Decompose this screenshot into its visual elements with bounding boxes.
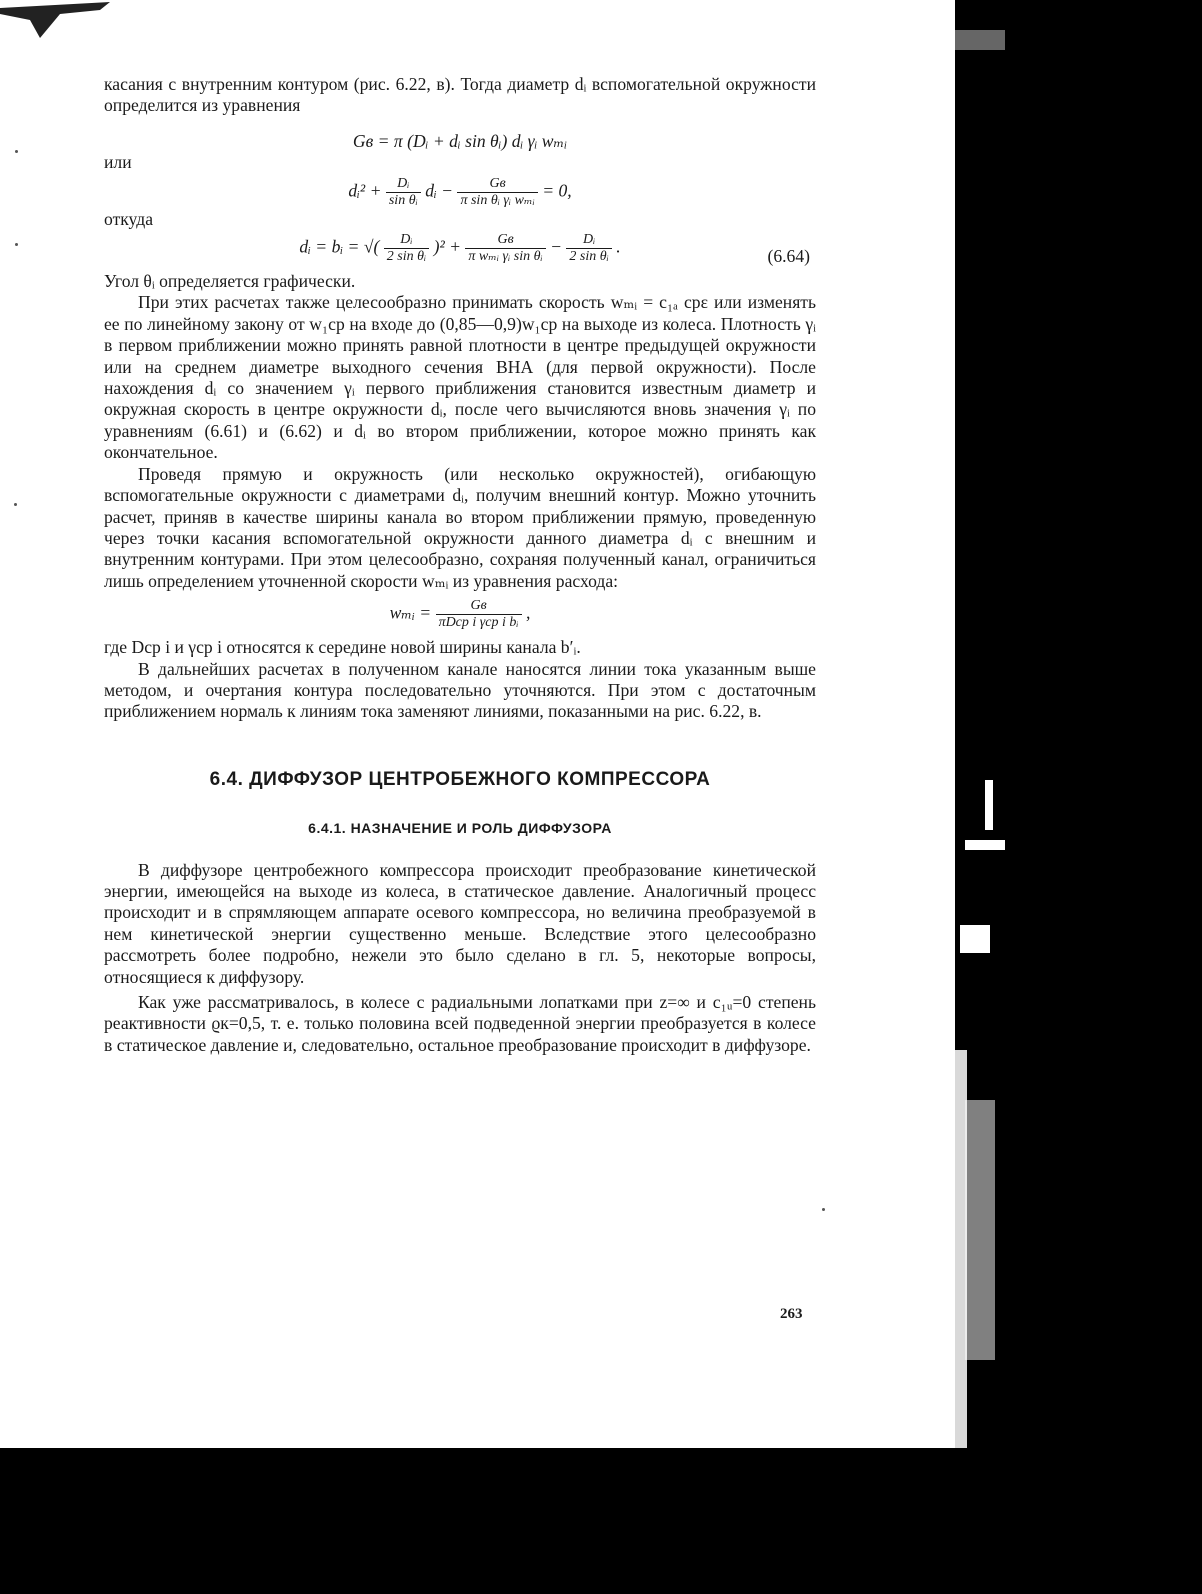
fraction-numerator: Gв	[465, 232, 545, 249]
equation-diameter	[104, 232, 816, 265]
equation-part: ,	[526, 602, 531, 623]
paragraph-contour: Проведя прямую и окружность (или несколько окружностей), огибающую вспомогательные окружности с диаметрами dᵢ, получим внешний контур. Можно уточнить расчет, приняв в качестве ширины канала во втором приближении прямую, проведенную через точки касания вспомогательной окружности данного диаметра dᵢ с внешним и внутренним контурами. При этом целесообразно, сохраняя полученный канал, ограничиться лишь определением уточненной скорости wₘᵢ из уравнения расхода:	[104, 463, 816, 591]
fraction-numerator: Dᵢ	[566, 232, 611, 249]
fraction	[465, 232, 545, 265]
fraction	[386, 176, 421, 209]
document-page	[104, 74, 816, 1056]
fraction-denominator: πDср i γср i bᵢ	[438, 615, 519, 631]
paragraph-where: где Dср i и γср i относятся к середине новой ширины канала b′ᵢ.	[104, 637, 581, 658]
word-otkuda: откуда	[104, 208, 154, 229]
paragraph-angle: Угол θᵢ определяется графически.	[104, 271, 356, 292]
scan-speck	[14, 503, 17, 506]
fraction-numerator: Dᵢ	[384, 232, 429, 249]
fraction	[457, 176, 537, 209]
fraction-denominator: 2 sin θᵢ	[386, 249, 427, 265]
fraction-denominator: 2 sin θᵢ	[569, 249, 609, 265]
paragraph-reactivity: Как уже рассматривалось, в колесе с радиальными лопатками при z=∞ и c₁ᵤ=0 степень реактивности ϱк=0,5, т. е. только половина всей подведенной энергии преобразуется в колесе в статическое давление и, следовательно, остальное преобразование происходит в диффузоре.	[104, 992, 816, 1055]
fraction	[566, 232, 611, 265]
fraction-numerator: Gв	[457, 176, 537, 193]
fraction	[436, 598, 522, 631]
scan-corner-mark	[0, 0, 110, 40]
equation-number: (6.64)	[767, 246, 810, 267]
word-ili: или	[104, 152, 132, 173]
fraction-numerator: Dᵢ	[386, 176, 421, 193]
equation-part: dᵢ² +	[348, 180, 382, 201]
fraction-denominator: sin θᵢ	[388, 192, 418, 208]
paragraph-intro: касания с внутренним контуром (рис. 6.22, в). Тогда диаметр dᵢ вспомогательной окружности определится из уравнения	[104, 74, 816, 116]
equation-velocity	[104, 598, 816, 631]
paragraph-further: В дальнейших расчетах в полученном канале наносятся линии тока указанным выше методом, и очертания контура последовательно уточняются. При этом с достаточным приближением нормаль к линиям тока заменяют линиями, показанными на рис. 6.22, в.	[104, 658, 816, 722]
equation-part: −	[550, 236, 563, 257]
fraction-denominator: π sin θᵢ γᵢ wₘᵢ	[460, 192, 535, 208]
equation-part: )² +	[433, 236, 461, 257]
equation-part: = 0,	[542, 180, 572, 201]
paragraph-calculation: При этих расчетах также целесообразно принимать скорость wₘᵢ = c₁ₐ срε или изменять ее по линейному закону от w₁ср на входе до (0,85—0,9)w₁ср на выходе из колеса. Плотность γᵢ в первом приближении можно принять равной плотности в центре предыдущей окружности или на среднем диаметре выходного сечения ВНА (для первой окружности). После нахождения dᵢ со значением γᵢ первого приближения становится известным диаметр и окружная скорость в центре окружности dᵢ, после чего вычисляются вновь значения γᵢ по уравнениям (6.61) и (6.62) и dᵢ во втором приближении, которое можно принять как окончательное.	[104, 292, 816, 463]
paragraph-diffuser-purpose: В диффузоре центробежного компрессора происходит преобразование кинетической энергии, имеющейся на выходе из колеса, в статическое давление. Аналогичный процесс происходит и в спрямляющем аппарате осевого компрессора, но величина преобразуемой в нем кинетической энергии существенно меньше. Вследствие этого целесообразно рассмотреть более подробно, нежели это было сделано в гл. 5, некоторые вопросы, относящиеся к диффузору.	[104, 859, 816, 987]
equation-text: Gв = π (Dᵢ + dᵢ sin θᵢ) dᵢ γᵢ wₘᵢ	[352, 130, 568, 151]
page-number: 263	[780, 1306, 803, 1322]
equation-part: .	[616, 236, 621, 257]
fraction-numerator: Gв	[436, 598, 522, 615]
fraction	[384, 232, 429, 265]
fraction-denominator: π wₘᵢ γᵢ sin θᵢ	[468, 249, 543, 265]
equation-quadratic	[104, 176, 816, 209]
section-heading: 6.4. ДИФФУЗОР ЦЕНТРОБЕЖНОГО КОМПРЕССОРА	[209, 768, 711, 790]
scan-speck	[15, 150, 18, 153]
equation-part: wₘᵢ =	[389, 602, 432, 623]
scan-speck	[15, 243, 18, 246]
scan-speck	[822, 1208, 825, 1211]
subsection-heading: 6.4.1. НАЗНАЧЕНИЕ И РОЛЬ ДИФФУЗОРА	[308, 820, 612, 837]
scan-dark-border-right	[955, 0, 1202, 1594]
scan-dark-border-bottom	[0, 1448, 1202, 1594]
equation-part: dᵢ −	[425, 180, 454, 201]
equation-part: dᵢ = bᵢ = √(	[299, 236, 380, 257]
equation-mass-flow	[104, 131, 816, 152]
